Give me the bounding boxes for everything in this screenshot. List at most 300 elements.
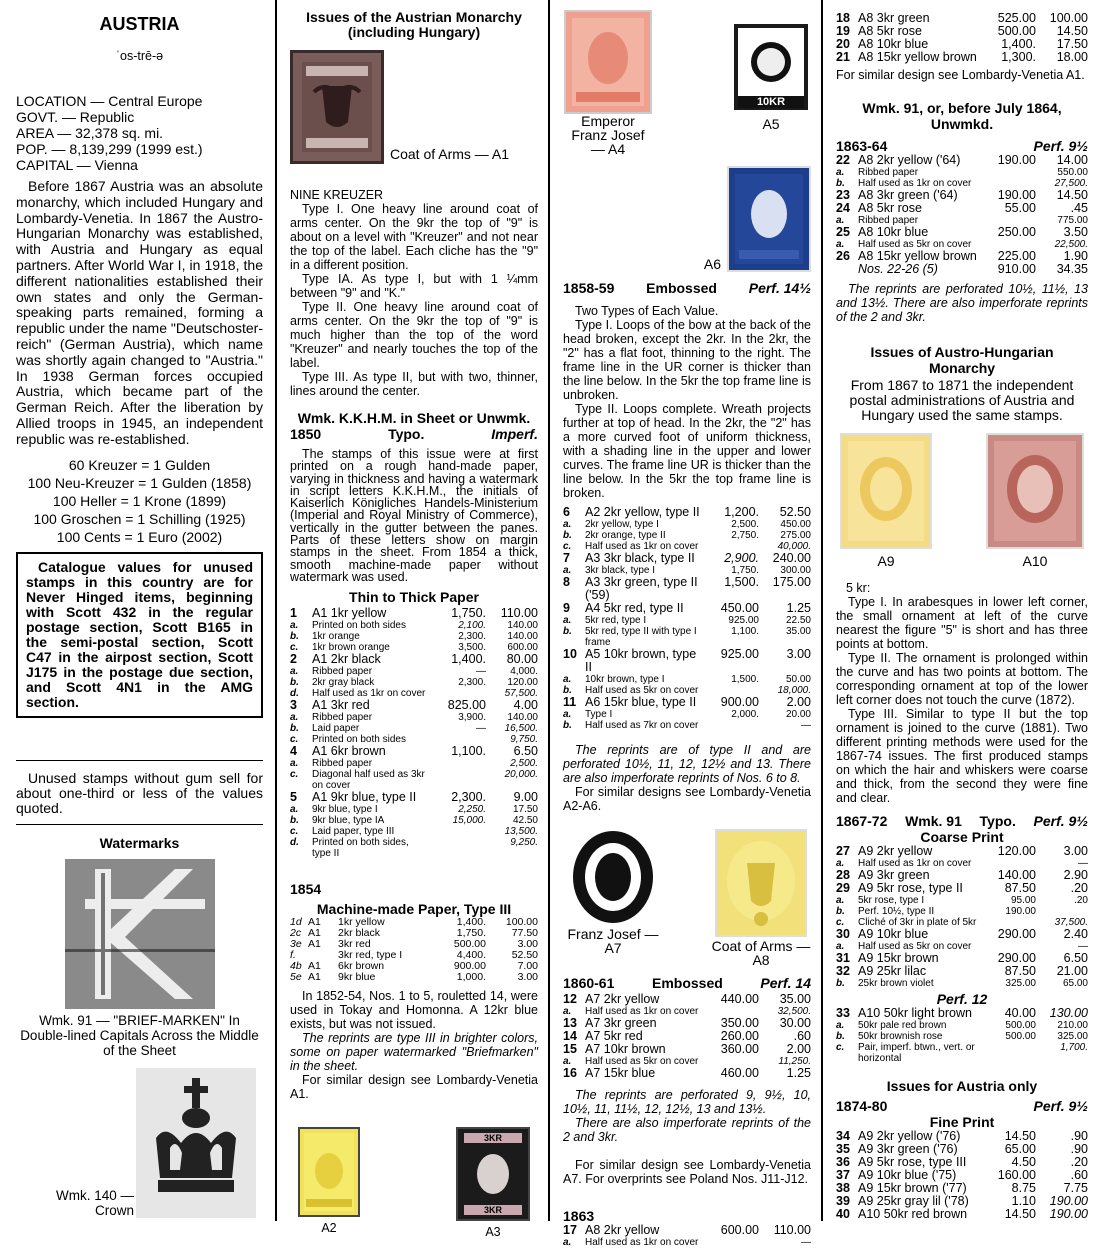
row-description: Laid paper xyxy=(312,723,360,735)
row-unused-value: 500.00 xyxy=(1005,1020,1036,1031)
row-unused-value: 14.50 xyxy=(1004,1129,1036,1143)
row-description: Half used as 1kr on cover xyxy=(858,858,972,869)
row-number: 7 xyxy=(563,551,570,565)
row-sub-letter: c. xyxy=(290,734,299,746)
row-unused-value: 55.00 xyxy=(1004,201,1036,215)
catalogue-row xyxy=(836,928,1088,941)
type-paragraph: Type III. As type II, but with two, thinner, lines around the center. xyxy=(290,370,538,398)
row-used-value: 42.50 xyxy=(512,815,538,827)
row-used-value: 11,250. xyxy=(778,1056,811,1067)
catalogue-row xyxy=(563,993,811,1006)
row-description: Ribbed paper xyxy=(312,758,373,770)
wmk-91-caption: Wmk. 91 — "BRIEF-MARKEN" In Double-lined Capitals Across the Middle of the Sheet xyxy=(20,1012,259,1058)
row-used-value: 2.40 xyxy=(1063,927,1088,941)
year-1863-64: 1863-64 xyxy=(836,138,888,154)
row-number: 35 xyxy=(836,1142,850,1156)
row-description: A7 2kr yellow xyxy=(585,992,660,1006)
row-sub-letter: a. xyxy=(290,758,299,770)
row-number: 1d xyxy=(290,916,302,929)
row-number: 33 xyxy=(836,1006,850,1020)
pronunciation: ˈos-trē-ə xyxy=(115,49,164,63)
row-unused-value: 350.00 xyxy=(720,1016,759,1030)
row-unused-value: 900.00 xyxy=(720,695,759,709)
row-used-value: 17.50 xyxy=(1056,37,1088,51)
a2-caption: A2 xyxy=(321,1221,337,1236)
row-description: A7 15kr blue xyxy=(585,1066,656,1080)
catalogue-row xyxy=(836,51,1088,64)
row-used-value: 18,000. xyxy=(777,685,811,696)
stamp-a4 xyxy=(564,10,652,114)
wmk-khm-heading: Wmk. K.K.H.M. in Sheet or Unwmk. xyxy=(297,410,531,426)
row-unused-value: 1,400. xyxy=(456,916,486,929)
row-description: A9 25kr lilac xyxy=(858,964,927,978)
row-number: 25 xyxy=(836,225,850,239)
catalogue-row xyxy=(563,1067,811,1080)
row-unused-value: 925.00 xyxy=(720,647,759,661)
row-description: Pair, imperf. btwn., vert. or horizontal xyxy=(858,1042,975,1064)
catalogue-row xyxy=(836,1020,1088,1031)
catalogue-row xyxy=(290,607,538,620)
row-unused-value: 190.00 xyxy=(1005,906,1036,917)
row-used-value: 22,500. xyxy=(1054,239,1088,250)
row-unused-value: 500.00 xyxy=(997,24,1036,38)
row-sub-letter: a. xyxy=(563,519,572,530)
catalogue-row xyxy=(836,263,1088,276)
catalogue-row xyxy=(563,602,811,615)
row-number: 26 xyxy=(836,249,850,263)
column-2 xyxy=(278,0,548,1240)
row-used-value: 100.00 xyxy=(505,916,538,929)
row-used-value: 3.00 xyxy=(517,938,538,951)
row-design: A1 xyxy=(308,938,321,951)
row-number: 37 xyxy=(836,1168,850,1182)
row-unused-value: 2,100. xyxy=(458,620,486,632)
row-unused-value: 900.00 xyxy=(453,960,486,973)
row-description: A9 10kr blue ('75) xyxy=(858,1168,957,1182)
catalogue-row xyxy=(563,696,811,709)
row-description: Diagonal half used as 3kr on cover xyxy=(312,769,425,792)
row-used-value: 300.00 xyxy=(780,565,811,576)
watermarks-heading: Watermarks xyxy=(99,834,180,851)
row-sub-letter: a. xyxy=(563,1237,572,1248)
reprints-1860-imperf: There are also imperforate reprints of the 2 and 3kr. xyxy=(563,1116,811,1144)
history-text: Before 1867 Austria was an absolute monarchy, which included Hungary and Lombardy-Venetia. In 1867 the Austro-Hungarian Monarchy was established, with Austria and Hungary as equal partners. After World War I, in 1918, the different nationalities established their own states and only the German-speaking parts remained, forming a republic under the name "Deutschoster-reich" (German Austria), which name was shortly again changed to "Austria." In 1938 German forces occupied Austria, which became part of the German Reich. After the liberation by Allied troops in 1945, an independent republic was re-established. xyxy=(16,178,263,447)
catalogue-row xyxy=(290,758,538,769)
row-unused-value: 1,750. xyxy=(451,606,486,621)
catalogue-row xyxy=(290,712,538,723)
row-description: A3 3kr green, type II ('59) xyxy=(585,575,698,602)
row-number: 5e xyxy=(290,971,302,984)
row-unused-value: 1,100. xyxy=(731,626,759,637)
row-description: 3kr red, type I xyxy=(338,949,403,962)
row-used-value: 18.00 xyxy=(1056,50,1088,64)
row-used-value: 7.00 xyxy=(517,960,538,973)
row-description: A10 50kr light brown xyxy=(858,1006,972,1020)
coarse-print-heading: Coarse Print xyxy=(920,829,1004,845)
machine-made-heading: Machine-made Paper, Type III xyxy=(316,901,512,918)
row-used-value: 140.00 xyxy=(507,620,538,632)
row-used-value: 77.50 xyxy=(511,927,538,940)
row-used-value: 210.00 xyxy=(1057,1020,1088,1031)
catalogue-row xyxy=(290,666,538,677)
row-unused-value: 87.50 xyxy=(1004,964,1036,978)
row-design: A1 xyxy=(308,927,321,940)
row-used-value: 6.50 xyxy=(1063,951,1088,965)
column-3 xyxy=(551,0,821,1248)
row-used-value: 6.50 xyxy=(513,744,538,759)
row-description: 5kr red, type II with type I frame xyxy=(585,626,697,648)
catalogue-row xyxy=(836,882,1088,895)
row-description: Printed on both sides, type II xyxy=(312,837,409,860)
row-unused-value: 500.00 xyxy=(453,938,486,951)
currency-line: 100 Heller = 1 Krone (1899) xyxy=(52,492,227,509)
row-unused-value: 2,300. xyxy=(451,790,486,805)
column-rule-2 xyxy=(548,0,550,1221)
a9-caption: A9 xyxy=(877,553,895,569)
row-used-value: 130.00 xyxy=(1049,1006,1088,1020)
row-number: 2c xyxy=(290,927,302,940)
row-unused-value: 450.00 xyxy=(720,601,759,615)
row-used-value: .20 xyxy=(1074,895,1088,906)
row-description: Ribbed paper xyxy=(312,712,373,724)
row-number: 16 xyxy=(563,1066,577,1080)
wmk-khm-text: The stamps of this issue were at first printed on a rough hand-made paper, varying in thickness and having a watermark in script letters K.K.H.M., the initials of Kaiserlich Königliches Handels-Ministerium (Imperial and Royal Ministry of Commerce), vertically in the gutter between the panes. Parts of these letters show on margin stamps in the sheet. From 1854 a thick, smooth machine-made paper without watermark was used. xyxy=(290,447,538,584)
row-used-value: 7.75 xyxy=(1063,1181,1088,1195)
row-number: 40 xyxy=(836,1207,850,1221)
row-description: A9 2kr yellow xyxy=(858,844,933,858)
row-unused-value: 250.00 xyxy=(997,225,1036,239)
type-2-text: Type II. Loops complete. Wreath projects further at top of head. In the 2kr, the "2" has a more curved foot of uniform thickness, with a shading line in the upper and lower curves. The frame line UR is thicker than the line below. In the 5kr the top frame line is broken. xyxy=(563,402,811,500)
row-unused-value: 1,000. xyxy=(456,971,486,984)
row-used-value: 175.00 xyxy=(772,575,811,589)
row-sub-letter: b. xyxy=(290,631,299,643)
row-number: 10 xyxy=(563,647,577,661)
listing-1863-64 xyxy=(836,154,1088,276)
row-sub-letter: a. xyxy=(563,674,572,685)
nine-kreuzer: NINE KREUZER xyxy=(290,188,384,202)
row-used-value: .45 xyxy=(1070,201,1088,215)
row-unused-value: 2,250. xyxy=(458,804,486,816)
listing-1850 xyxy=(290,607,538,859)
row-unused-value: 360.00 xyxy=(720,1042,759,1056)
currency-line: 60 Kreuzer = 1 Gulden xyxy=(68,456,211,473)
row-unused-value: 2,000. xyxy=(731,709,759,720)
row-description: 50kr pale red brown xyxy=(858,1020,947,1031)
row-sub-letter: a. xyxy=(836,1020,845,1031)
row-description: 2kr orange, type II xyxy=(585,530,666,541)
currency-list xyxy=(16,456,263,546)
row-used-value: 3.00 xyxy=(1063,844,1088,858)
row-used-value: .60 xyxy=(793,1029,811,1043)
row-unused-value: 825.00 xyxy=(447,698,486,713)
row-description: 3kr black, type I xyxy=(585,565,656,576)
catalogue-row xyxy=(290,939,538,950)
row-sub-letter: a. xyxy=(836,167,845,178)
row-number: 23 xyxy=(836,188,850,202)
row-description: 10kr brown, type I xyxy=(585,674,665,685)
row-number: 9 xyxy=(563,601,570,615)
row-description: Half used as 1kr on cover xyxy=(585,541,699,552)
row-sub-letter: b. xyxy=(563,720,572,731)
similar-top: For similar design see Lombardy-Venetia A1. xyxy=(836,68,1085,82)
row-used-value: 2.00 xyxy=(786,695,811,709)
listing-perf-12 xyxy=(836,1007,1088,1064)
row-sub-letter: a. xyxy=(836,858,845,869)
row-unused-value: 910.00 xyxy=(997,262,1036,276)
embossed-label: Embossed xyxy=(646,280,717,296)
imperf-label: Imperf. xyxy=(491,426,538,442)
row-used-value: 14.50 xyxy=(1056,24,1088,38)
wmk-91-heading: Wmk. 91, or, before July 1864, Unwmkd. xyxy=(862,100,1062,132)
catalogue-row xyxy=(563,709,811,720)
catalogue-row xyxy=(836,1007,1088,1020)
catalogue-row xyxy=(290,620,538,631)
row-unused-value: 65.00 xyxy=(1004,1142,1036,1156)
row-number: 28 xyxy=(836,868,850,882)
row-description: A6 15kr blue, type II xyxy=(585,695,697,709)
wmk-140-crown-image xyxy=(136,1068,256,1218)
column-rule-3 xyxy=(821,0,823,1221)
wmk-91-image xyxy=(65,859,215,1009)
row-unused-value: 140.00 xyxy=(997,868,1036,882)
catalogue-row xyxy=(836,845,1088,858)
listing-1863-cont xyxy=(836,12,1088,64)
thin-thick-heading: Thin to Thick Paper xyxy=(349,589,479,606)
catalogue-row xyxy=(290,950,538,961)
type-1-text: Type I. Loops of the bow at the back of the head broken, except the 2kr. In the 2kr, the "2" has a flat foot, thinning to the right. The frame line in the UR corner is thicker than the line below. In the 5kr the top frame line is unbroken. xyxy=(563,318,811,402)
row-description: A7 10kr brown xyxy=(585,1042,666,1056)
catalogue-row xyxy=(836,1042,1088,1064)
row-number: 20 xyxy=(836,37,850,51)
stamp-a8 xyxy=(715,829,807,937)
catalogue-row xyxy=(563,720,811,731)
perf-label: Perf. 14 xyxy=(760,975,811,991)
similar-1858: For similar designs see Lombardy-Venetia A2-A6. xyxy=(563,785,811,813)
row-description: A8 10kr blue xyxy=(858,225,929,239)
rouletted-note: In 1852-54, Nos. 1 to 5, rouletted 14, were used in Tokay and Homonna. A 12kr blue exists, but was not issued. xyxy=(290,989,538,1032)
row-description: A9 3kr green xyxy=(858,868,930,882)
row-unused-value: 290.00 xyxy=(997,927,1036,941)
row-sub-letter: a. xyxy=(836,941,845,952)
currency-line: 100 Cents = 1 Euro (2002) xyxy=(56,528,223,545)
row-sub-letter: a. xyxy=(836,215,845,226)
row-description: A8 15kr yellow brown xyxy=(858,50,977,64)
row-used-value: 52.50 xyxy=(511,949,538,962)
row-unused-value: 2,300. xyxy=(458,631,486,643)
fact-line: AREA — 32,378 sq. mi. xyxy=(16,125,164,141)
stamp-a5 xyxy=(734,24,808,110)
row-number: 2 xyxy=(290,652,297,667)
row-number: 14 xyxy=(563,1029,577,1043)
row-description: A9 15kr brown xyxy=(858,951,939,965)
listing-1854 xyxy=(290,917,538,983)
row-unused-value: 4.50 xyxy=(1011,1155,1036,1169)
row-description: Half used as 1kr on cover xyxy=(312,688,426,700)
country-title: AUSTRIA xyxy=(99,14,180,34)
row-description: A9 3kr green ('76) xyxy=(858,1142,958,1156)
row-unused-value: 325.00 xyxy=(1005,978,1036,989)
row-unused-value: 160.00 xyxy=(997,1168,1036,1182)
stamp-a3 xyxy=(456,1127,530,1221)
row-used-value: 57,500. xyxy=(504,688,538,700)
row-description: 1kr yellow xyxy=(338,916,385,929)
row-used-value: 100.00 xyxy=(1049,11,1088,25)
row-description: 50kr brownish rose xyxy=(858,1031,943,1042)
row-used-value: 2.00 xyxy=(786,1042,811,1056)
row-unused-value: 290.00 xyxy=(997,951,1036,965)
row-sub-letter: c. xyxy=(836,917,845,928)
catalogue-row xyxy=(290,815,538,826)
row-used-value: 190.00 xyxy=(1049,1207,1088,1221)
row-description: 2kr yellow, type I xyxy=(585,519,659,530)
row-unused-value: 1,300. xyxy=(1001,50,1036,64)
row-description: Half used as 1kr on cover xyxy=(585,1006,699,1017)
row-used-value: 450.00 xyxy=(780,519,811,530)
row-sub-letter: b. xyxy=(563,530,572,541)
catalogue-row xyxy=(290,972,538,983)
row-used-value: 37,500. xyxy=(1054,917,1088,928)
row-description: Ribbed paper xyxy=(858,215,919,226)
row-description: 9kr blue, type I xyxy=(312,804,378,816)
similar-1860: For similar design see Lombardy-Venetia A7. For overprints see Poland Nos. J11-J12. xyxy=(563,1158,811,1186)
row-used-value: 140.00 xyxy=(507,712,538,724)
fact-line: CAPITAL — Vienna xyxy=(16,157,138,173)
row-used-value: 275.00 xyxy=(780,530,811,541)
stamp-a2 xyxy=(298,1127,360,1217)
row-number: 30 xyxy=(836,927,850,941)
row-description: 2kr gray black xyxy=(312,677,375,689)
column-1 xyxy=(0,0,275,1221)
row-number: 3e xyxy=(290,938,302,951)
row-unused-value: 500.00 xyxy=(1005,1031,1036,1042)
row-unused-value: 4,400. xyxy=(456,949,486,962)
row-unused-value: 190.00 xyxy=(997,188,1036,202)
row-description: Perf. 10½, type II xyxy=(858,906,935,917)
row-description: A8 10kr blue xyxy=(858,37,929,51)
listing-1858 xyxy=(563,506,811,731)
catalogue-values-text: Catalogue values for unused stamps in this country are for Never Hinged items, beginning with Scott 432 in the regular postage section, Scott B165 in the semi-postal section, Scott C47 in the airpost section, Scott J175 in the postage due section, and Scott 4N1 in the AMG section. xyxy=(26,558,253,710)
row-used-value: — xyxy=(1078,941,1088,952)
row-number: 22 xyxy=(836,153,850,167)
row-sub-letter: c. xyxy=(290,769,299,781)
catalogue-row xyxy=(290,631,538,642)
row-unused-value: 8.75 xyxy=(1011,1181,1036,1195)
row-used-value: 17.50 xyxy=(512,804,538,816)
catalogue-row xyxy=(836,1208,1088,1221)
row-number: 5 xyxy=(290,790,297,805)
row-number: 8 xyxy=(563,575,570,589)
row-used-value: 600.00 xyxy=(507,642,538,654)
row-description: A9 10kr blue xyxy=(858,927,929,941)
row-used-value: — xyxy=(1078,858,1088,869)
row-sub-letter: b. xyxy=(836,978,845,989)
five-kr-label: 5 kr: xyxy=(846,581,871,595)
row-number: 17 xyxy=(563,1223,577,1237)
fine-print-heading: Fine Print xyxy=(929,1114,995,1130)
row-number: 31 xyxy=(836,951,850,965)
type-paragraph: Type IA. As type I, but with 1 ¼mm between "9" and "K." xyxy=(290,272,538,300)
catalogue-row xyxy=(290,769,538,791)
row-description: 1kr orange xyxy=(312,631,360,643)
row-sub-letter: c. xyxy=(563,541,572,552)
row-number: 24 xyxy=(836,201,850,215)
row-unused-value: 1,500. xyxy=(724,575,759,589)
row-unused-value: 2,300. xyxy=(458,677,486,689)
austro-hungarian-text: From 1867 to 1871 the independent postal administrations of Austria and Hungary used the same stamps. xyxy=(849,377,1075,423)
catalogue-row xyxy=(290,699,538,712)
row-unused-value: 440.00 xyxy=(720,992,759,1006)
row-description: 1kr brown orange xyxy=(312,642,390,654)
row-used-value: 20.00 xyxy=(785,709,811,720)
row-sub-letter: b. xyxy=(836,1031,845,1042)
similar-design-note: For similar design see Lombardy-Venetia A1. xyxy=(290,1073,538,1102)
row-used-value: 120.00 xyxy=(507,677,538,689)
row-unused-value: 14.50 xyxy=(1004,1207,1036,1221)
row-description: A9 5kr rose, type II xyxy=(858,881,963,895)
row-used-value: 80.00 xyxy=(506,652,538,667)
row-description: 3kr red xyxy=(338,938,371,951)
row-description: Half used as 7kr on cover xyxy=(585,720,699,731)
row-used-value: 21.00 xyxy=(1056,964,1088,978)
perf-label: Perf. 14½ xyxy=(748,280,811,296)
catalogue-row xyxy=(290,928,538,939)
row-unused-value: 3,500. xyxy=(458,642,486,654)
row-design: A1 xyxy=(308,960,321,973)
row-used-value: 3.00 xyxy=(517,971,538,984)
row-used-value: .90 xyxy=(1070,1129,1088,1143)
row-sub-letter: a. xyxy=(836,239,845,250)
row-number: 13 xyxy=(563,1016,577,1030)
row-number: 6 xyxy=(563,505,570,519)
row-used-value: 20,000. xyxy=(504,769,538,781)
row-used-value: 50.00 xyxy=(785,674,811,685)
row-description: A1 1kr yellow xyxy=(312,606,387,621)
a3-value-bottom: 3KR xyxy=(464,1205,522,1215)
row-unused-value: 95.00 xyxy=(1010,895,1036,906)
row-description: A4 5kr red, type II xyxy=(585,601,684,615)
type-2-5kr: Type II. The ornament is prolonged within the curve and has two points at bottom. The corresponding ornament at top of the lower left corner does not touch the curve (1872). xyxy=(836,651,1088,707)
a1-caption: Coat of Arms — A1 xyxy=(390,146,510,162)
a4-caption: Emperor Franz Josef — A4 xyxy=(571,113,645,157)
row-sub-letter: a. xyxy=(563,565,572,576)
row-description: 9kr blue xyxy=(338,971,376,984)
a5-caption: A5 xyxy=(762,116,780,132)
catalogue-row xyxy=(563,1224,811,1237)
a10-caption: A10 xyxy=(1022,553,1048,569)
row-used-value: — xyxy=(801,1237,811,1248)
row-description: A5 10kr brown, type II xyxy=(585,647,697,674)
row-number: 39 xyxy=(836,1194,850,1208)
row-description: 5kr rose, type I xyxy=(858,895,925,906)
row-number: 18 xyxy=(836,11,850,25)
row-description: Ribbed paper xyxy=(312,666,373,678)
column-4 xyxy=(824,0,1100,1221)
row-number: f. xyxy=(290,949,296,962)
row-design: A1 xyxy=(308,916,321,929)
row-unused-value: 460.00 xyxy=(720,1066,759,1080)
row-used-value: 4,000. xyxy=(510,666,538,678)
fact-line: POP. — 8,139,299 (1999 est.) xyxy=(16,141,203,157)
row-used-value: 3.00 xyxy=(786,647,811,661)
year-1874-80: 1874-80 xyxy=(836,1098,888,1114)
row-number: 4 xyxy=(290,744,297,759)
catalogue-row xyxy=(563,674,811,685)
type-1-5kr: Type I. In arabesques in lower left corner, the small ornament at left of the curve nearest the figure "5" is short and has three points at bottom. xyxy=(836,595,1088,651)
divider xyxy=(16,824,263,825)
row-number: 1 xyxy=(290,606,297,621)
a8-caption: Coat of Arms — A8 xyxy=(711,938,811,968)
row-unused-value: 525.00 xyxy=(997,11,1036,25)
